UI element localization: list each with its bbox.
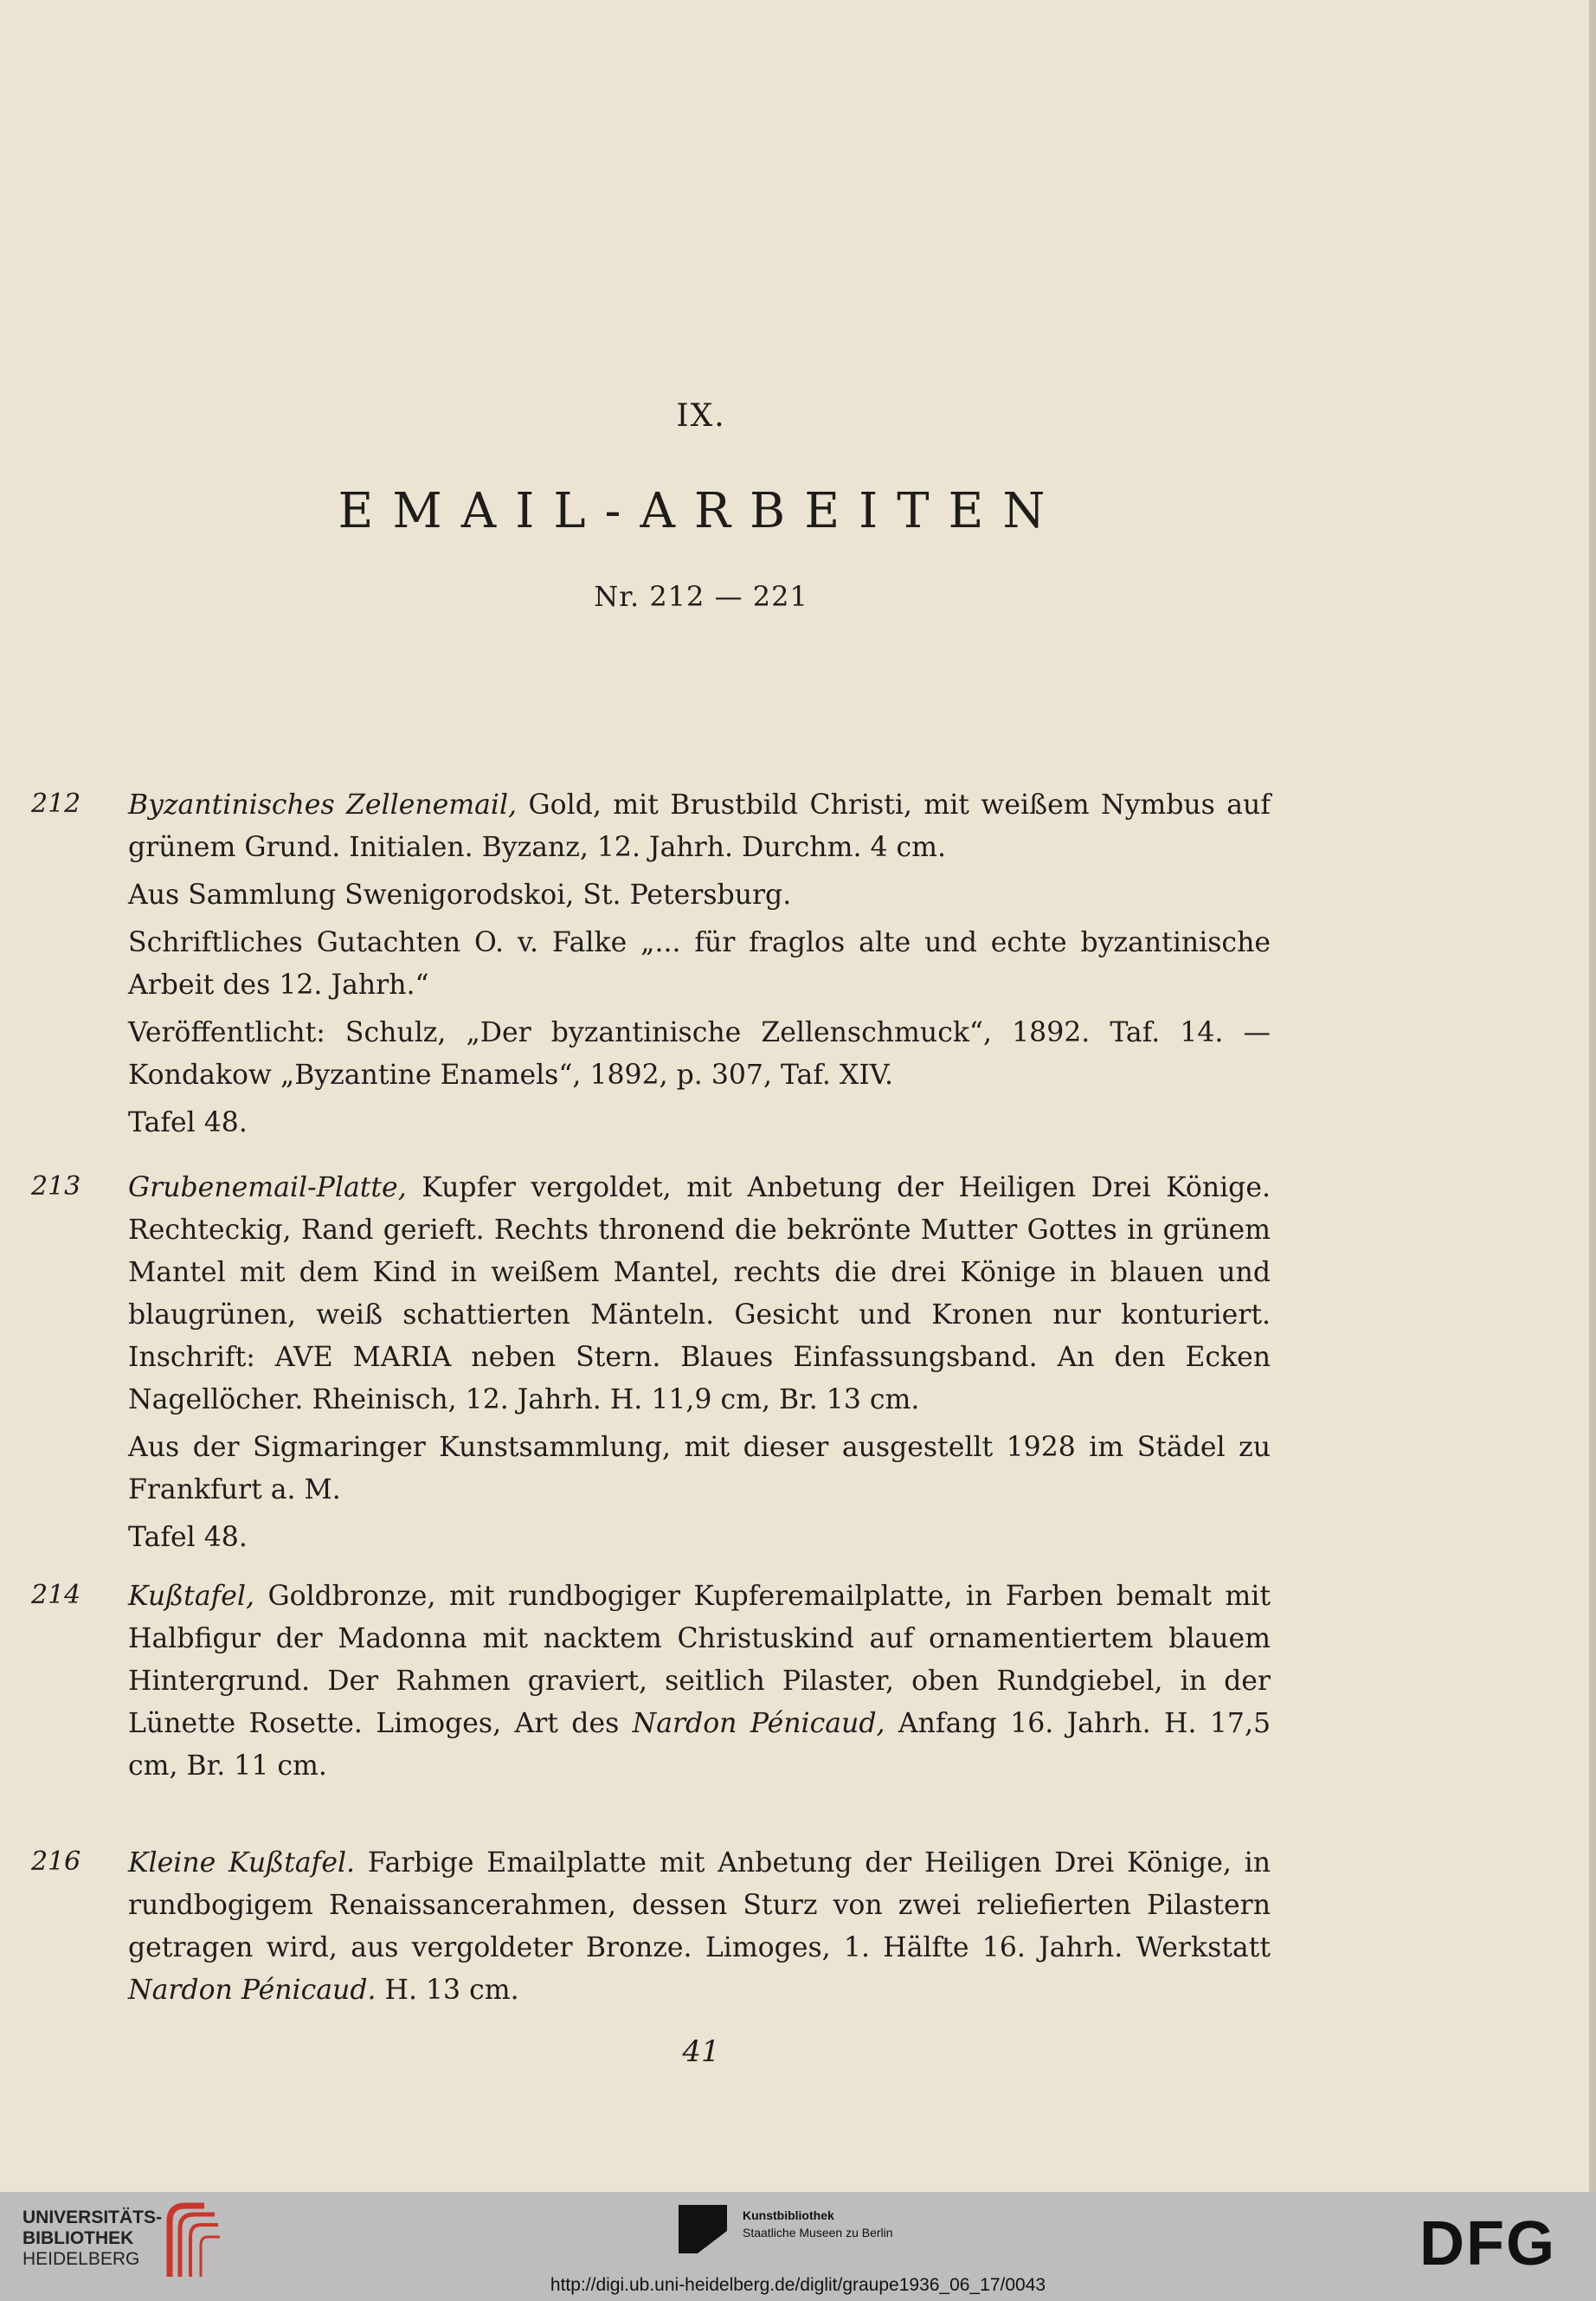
entry-plate: Tafel 48. (128, 1107, 248, 1138)
section-title: EMAIL-ARBEITEN (338, 483, 1065, 539)
ub-heidelberg-logo[interactable]: UNIVERSITÄTS- BIBLIOTHEK HEIDELBERG (23, 2208, 163, 2269)
permalink-url[interactable]: http://digi.ub.uni-heidelberg.de/diglit/graupe1936_06_17/0043 (550, 2275, 1046, 2295)
entry-title: Kußtafel, (128, 1581, 254, 1612)
entry-title: Byzantinisches Zellenemail, (128, 790, 518, 821)
section-number: IX. (676, 398, 726, 434)
entry-number: 216 (31, 1847, 81, 1877)
page-number: 41 (682, 2034, 720, 2069)
entry-provenance: Aus der Sigmaringer Kunstsammlung, mit dieser ausgestellt 1928 im Städel zu Frankfurt a. M. (128, 1432, 1271, 1505)
entry-description: Grubenemail-Platte, Kupfer vergoldet, mit Anbetung der Heiligen Drei Könige. Rechteckig, Rand gerieft. Rechts thronend die bekrönte Mutter Gottes in grünem Mantel mit dem Kind in weißem Mantel, rechts die drei Könige in blauen und blaugrünen, weiß schattierten Mänteln. Gesicht und Kronen nur konturiert. Inschrift: AVE MARIA neben Stern. Blaues Einfassungsband. An den Ecken Nagellöcher. Rheinisch, 12. Jahrh. H. 11,9 cm, Br. 13 cm. (128, 1172, 1271, 1415)
kunstbibliothek-logo-icon (679, 2205, 727, 2253)
entry-description: Kußtafel, Goldbronze, mit rundbogiger Kupferemailplatte, in Farben bemalt mit Halbfigur der Madonna mit nacktem Christuskind auf ornamentiertem blauem Hintergrund. Der Rahmen graviert, seitlich Pilaster, oben Rundgiebel, in der Lünette Rosette. Limoges, Art des Nardon Pénicaud, Anfang 16. Jahrh. H. 17,5 cm, Br. 11 cm. (128, 1581, 1271, 1782)
entry-provenance: Aus Sammlung Swenigorodskoi, St. Petersburg. (128, 880, 792, 911)
entry-number: 212 (31, 789, 81, 819)
entry-artist: Nardon Pénicaud. (128, 1975, 376, 2006)
entry-title: Grubenemail-Platte, (128, 1172, 407, 1203)
catalog-entry-212 (31, 784, 1271, 1144)
entry-publication: Veröffentlicht: Schulz, „Der byzantinische Zellenschmuck“, 1892. Taf. 14. — Kondakow „Byzantine Enamels“, 1892, p. 307, Taf. XIV. (128, 1017, 1271, 1091)
entry-plate: Tafel 48. (128, 1522, 248, 1553)
entry-description: Kleine Kußtafel. Farbige Emailplatte mit Anbetung der Heiligen Drei Könige, in rundbogigem Renaissancerahmen, dessen Sturz von zwei reliefierten Pilastern getragen wird, aus vergoldeter Bronze. Limoges, 1. Hälfte 16. Jahrh. Werkstatt Nardon Pénicaud. H. 13 cm. (128, 1847, 1271, 2006)
catalog-entry-214 (31, 1576, 1271, 1788)
page-edge (1589, 0, 1596, 2192)
ub-heidelberg-mark-icon (161, 2202, 222, 2277)
catalog-entry-213 (31, 1167, 1271, 1559)
entry-title: Kleine Kußtafel. (128, 1847, 356, 1879)
catalog-entry-216 (31, 1842, 1271, 2012)
entry-description: Byzantinisches Zellenemail, Gold, mit Brustbild Christi, mit weißem Nymbus auf grünem Grund. Initialen. Byzanz, 12. Jahrh. Durchm. 4 cm. (128, 790, 1271, 863)
entry-number: 213 (31, 1171, 81, 1202)
item-range: Nr. 212 — 221 (594, 580, 808, 613)
entry-expertise: Schriftliches Gutachten O. v. Falke „... für fraglos alte und echte byzantinische Arbeit des 12. Jahrh.“ (128, 927, 1271, 1001)
entry-number: 214 (31, 1580, 81, 1610)
dfg-logo[interactable]: DFG (1419, 2209, 1556, 2278)
entry-artist: Nardon Pénicaud, (632, 1708, 885, 1739)
kunstbibliothek-label[interactable]: Kunstbibliothek Staatliche Museen zu Berlin (743, 2208, 893, 2240)
